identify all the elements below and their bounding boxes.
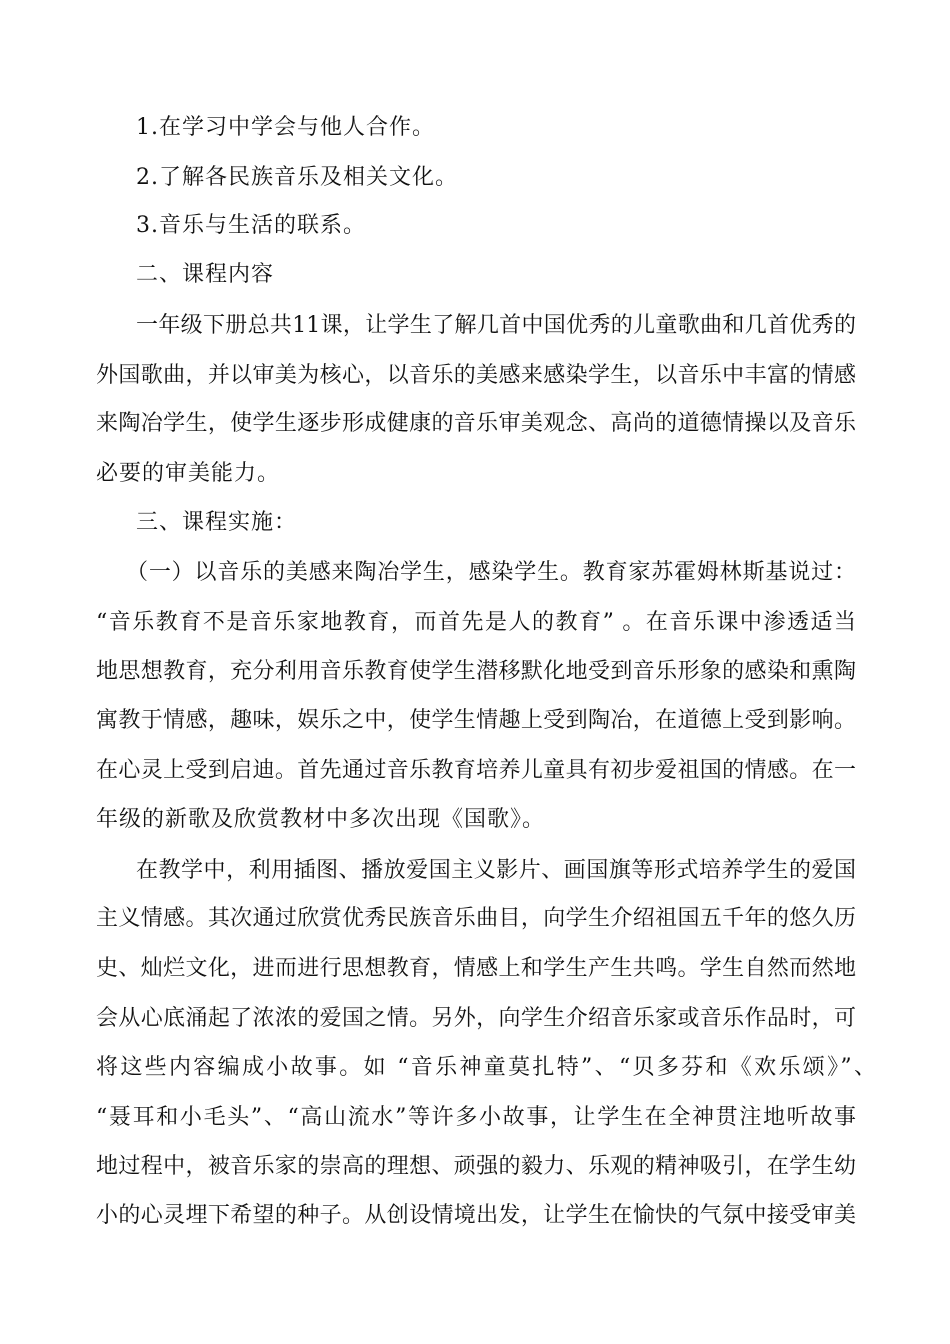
objective-3: 3.音乐与生活的联系。 xyxy=(136,213,366,238)
section-2-line-3: 来陶冶学生，使学生逐步形成健康的音乐审美观念、高尚的道德情操以及音乐 xyxy=(96,411,856,436)
paragraph-2-line-1: 在教学中，利用插图、播放爱国主义影片、画国旗等形式培养学生的爱国 xyxy=(136,858,856,883)
paragraph-1-line-6: 年级的新歌及欣赏教材中多次出现《国歌》。 xyxy=(96,807,546,832)
paragraph-1-line-3: 地思想教育，充分利用音乐教育使学生潜移默化地受到音乐形象的感染和熏陶 xyxy=(96,659,856,684)
paragraph-2-line-5: 将这些内容编成小故事。如 “音乐神童莫扎特”、“贝多芬和《欢乐颂》”、 xyxy=(96,1055,876,1080)
paragraph-2-line-2: 主义情感。其次通过欣赏优秀民族音乐曲目，向学生介绍祖国五千年的悠久历 xyxy=(96,906,856,931)
paragraph-2-line-7: 地过程中，被音乐家的崇高的理想、顽强的毅力、乐观的精神吸引，在学生幼 xyxy=(96,1154,856,1179)
objective-2: 2.了解各民族音乐及相关文化。 xyxy=(136,165,458,190)
section-2-line-1: 一年级下册总共11课，让学生了解几首中国优秀的儿童歌曲和几首优秀的 xyxy=(136,313,856,338)
paragraph-2-line-6: “聂耳和小毛头”、“高山流水”等许多小故事，让学生在全神贯注地听故事 xyxy=(96,1105,856,1130)
paragraph-2-line-4: 会从心底涌起了浓浓的爱国之情。另外，向学生介绍音乐家或音乐作品时，可 xyxy=(96,1006,856,1031)
paragraph-1-line-1: （一）以音乐的美感来陶冶学生，感染学生。教育家苏霍姆林斯基说过： xyxy=(126,560,856,585)
paragraph-1-line-5: 在心灵上受到启迪。首先通过音乐教育培养儿童具有初步爱祖国的情感。在一 xyxy=(96,758,856,783)
section-2-line-4: 必要的审美能力。 xyxy=(96,461,281,486)
objective-1: 1.在学习中学会与他人合作。 xyxy=(136,115,435,140)
paragraph-2-line-3: 史、灿烂文化，进而进行思想教育，情感上和学生产生共鸣。学生自然而然地 xyxy=(96,956,856,981)
paragraph-1-line-2: “音乐教育不是音乐家地教育，而首先是人的教育” 。在音乐课中渗透适当 xyxy=(96,610,856,635)
section-2-heading: 二、课程内容 xyxy=(136,262,275,287)
section-3-heading: 三、课程实施： xyxy=(136,510,298,535)
paragraph-1-line-4: 寓教于情感，趣味，娱乐之中，使学生情趣上受到陶冶，在道德上受到影响。 xyxy=(96,708,856,733)
paragraph-2-line-8: 小的心灵埋下希望的种子。从创设情境出发，让学生在愉快的气氛中接受审美 xyxy=(96,1203,856,1228)
section-2-line-2: 外国歌曲，并以审美为核心，以音乐的美感来感染学生，以音乐中丰富的情感 xyxy=(96,363,856,388)
